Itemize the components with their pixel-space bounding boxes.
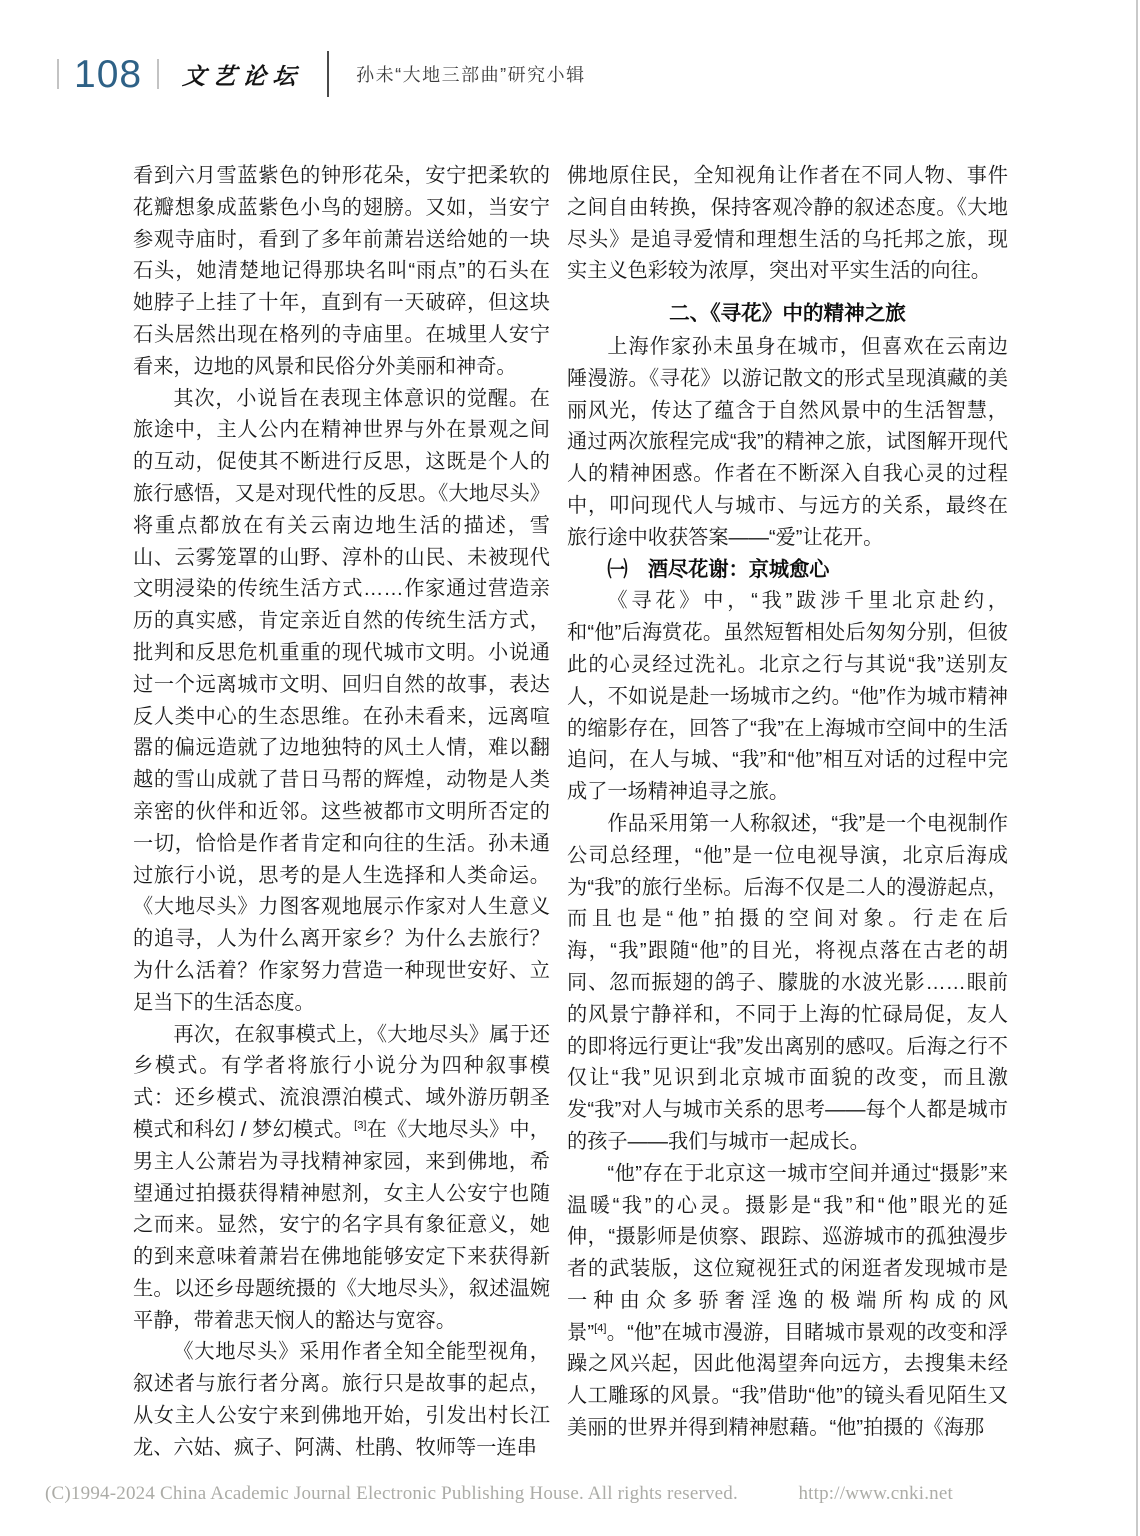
column-title: 孙未“大地三部曲”研究小辑 xyxy=(356,65,586,85)
paragraph-text: “他”存在于北京这一城市空间并通过“摄影”来温暖“我”的心灵。摄影是“我”和“他”眼光的延伸，“摄影师是侦察、跟踪、巡游城市的孤独漫步者的武装版，这位窥视狂式的闲逛者发现城市是一种由众多骄奢淫逸的极端所构成的风景” xyxy=(567,1162,1008,1344)
section-heading: 二、《寻花》中的精神之旅 xyxy=(669,302,906,326)
paragraph: 作品采用第一人称叙述，“我”是一个电视制作公司总经理，“他”是一位电视导演，北京后海成为“我”的旅行坐标。后海不仅是二人的漫游起点，而且也是“他”拍摄的空间对象。行走在后海，“我”跟随“他”的目光，将视点落在古老的胡同、忽而振翅的鸽子、朦胧的水波光影……眼前的风景宁静祥和，不同于上海的忙碌局促，友人的即将远行更让“我”发出离别的感叹。后海之行不仅让“我”见识到北京城市面貌的改变，而且激发“我”对人与城市关系的思考——每个人都是城市的孩子——我们与城市一起成长。 xyxy=(567,812,1008,1153)
paragraph-with-footnote xyxy=(567,1159,1008,1445)
paragraph: 看到六月雪蓝紫色的钟形花朵，安宁把柔软的花瓣想象成蓝紫色小鸟的翅膀。又如，当安宁参观寺庙时，看到了多年前萧岩送给她的一块石头，她清楚地记得那块名叫“雨点”的石头在她脖子上挂了十年，直到有一天破碎，但这块石头居然出现在格列的寺庙里。在城里人安宁看来，边地的风景和民俗分外美丽和神奇。 xyxy=(133,165,550,378)
journal-logo: 文艺论坛 xyxy=(181,62,305,90)
page-footer xyxy=(45,1483,953,1505)
copyright-text: (C)1994-2024 China Academic Journal Electronic Publishing House. All rights reserved. xyxy=(45,1483,738,1504)
paragraph: 佛地原住民，全知视角让作者在不同人物、事件之间自由转换，保持客观冷静的叙述态度。《大地尽头》是追寻爱情和理想生活的乌托邦之旅，现实主义色彩较为浓厚，突出对平实生活的向往。 xyxy=(567,165,1008,283)
paragraph: 其次，小说旨在表现主体意识的觉醒。在旅途中，主人公内在精神世界与外在景观之间的互动，促使其不断进行反思，这既是个人的旅行感悟，又是对现代性的反思。《大地尽头》将重点都放在有关云南边地生活的描述，雪山、云雾笼罩的山野、淳朴的山民、未被现代文明浸染的传统生活方式……作家通过营造亲历的真实感，肯定亲近自然的传统生活方式，批判和反思危机重重的现代城市文明。小说通过一个远离城市文明、回归自然的故事，表达反人类中心的生态思维。在孙未看来，远离喧嚣的偏远造就了边地独特的风土人情，难以翻越的雪山成就了昔日马帮的辉煌，动物是人类亲密的伙伴和近邻。这些被都市文明所否定的一切，恰恰是作者肯定和向往的生活。孙未通过旅行小说，思考的是人生选择和人类命运。《大地尽头》力图客观地展示作家对人生意义的追寻，人为什么离开家乡？为什么去旅行？为什么活着？作家努力营造一种现世安好、立足当下的生活态度。 xyxy=(133,387,550,1014)
footnote-marker-4: [4] xyxy=(594,1321,607,1334)
paragraph-text: 再次，在叙事模式上，《大地尽头》属于还乡模式。有学者将旅行小说分为四种叙事模式：还乡模式、流浪漂泊模式、域外游历朝圣模式和科幻 / 梦幻模式。 xyxy=(133,1023,550,1141)
paragraph: 上海作家孙未虽身在城市，但喜欢在云南边陲漫游。《寻花》以游记散文的形式呈现滇藏的美丽风光，传达了蕴含于自然风景中的生活智慧，通过两次旅程完成“我”的精神之旅，试图解开现代人的精神困惑。作者在不断深入自我心灵的过程中，叩问现代人与城市、与远方的关系，最终在旅行途中收获答案——“爱”让花开。 xyxy=(567,335,1008,549)
cnki-url: http://www.cnki.net xyxy=(798,1483,953,1504)
left-column xyxy=(133,161,550,1465)
header-divider-dark xyxy=(327,51,329,97)
scan-edge-line xyxy=(1136,0,1138,1536)
footnote-marker-3: [3] xyxy=(354,1119,367,1132)
header-divider-left xyxy=(57,59,59,89)
subsection-heading: ㈠ 酒尽花谢：京城愈心 xyxy=(607,558,830,581)
paragraph: 《大地尽头》采用作者全知全能型视角，叙述者与旅行者分离。旅行只是故事的起点，从女主人公安宁来到佛地开始，引发出村长江龙、六姑、疯子、阿满、杜鹃、牧师等一连串 xyxy=(133,1341,550,1459)
paragraph-text: 在《大地尽头》中，男主人公萧岩为寻找精神家园，来到佛地，希望通过拍摄获得精神慰剂，女主人公安宁也随之而来。显然，安宁的名字具有象征意义，她的到来意味着萧岩在佛地能够安定下来获得新生。以还乡母题统摄的《大地尽头》，叙述温婉平静，带着悲天悯人的豁达与宽容。 xyxy=(133,1118,550,1332)
paragraph-with-footnote xyxy=(133,1020,550,1338)
paragraph: 《寻花》中，“我”跋涉千里北京赴约，和“他”后海赏花。虽然短暂相处后匆匆分别，但彼此的心灵经过洗礼。北京之行与其说“我”送别友人，不如说是赴一场城市之约。“他”作为城市精神的缩影存在，回答了“我”在上海城市空间中的生活追问，在人与城、“我”和“他”相互对话的过程中完成了一场精神追寻之旅。 xyxy=(567,590,1008,804)
paragraph-text: 。“他”在城市漫游，目睹城市景观的改变和浮躁之风兴起，因此他渴望奔向远方，去搜集未经人工雕琢的风景。“我”借助“他”的镜头看见陌生又美丽的世界并得到精神慰藉。“他”拍摄的《海那 xyxy=(567,1321,1008,1440)
article-body xyxy=(133,161,1008,1465)
page-number: 108 xyxy=(74,52,143,96)
right-column xyxy=(567,161,1008,1465)
page-header xyxy=(57,50,586,98)
header-divider-mid xyxy=(157,59,159,89)
